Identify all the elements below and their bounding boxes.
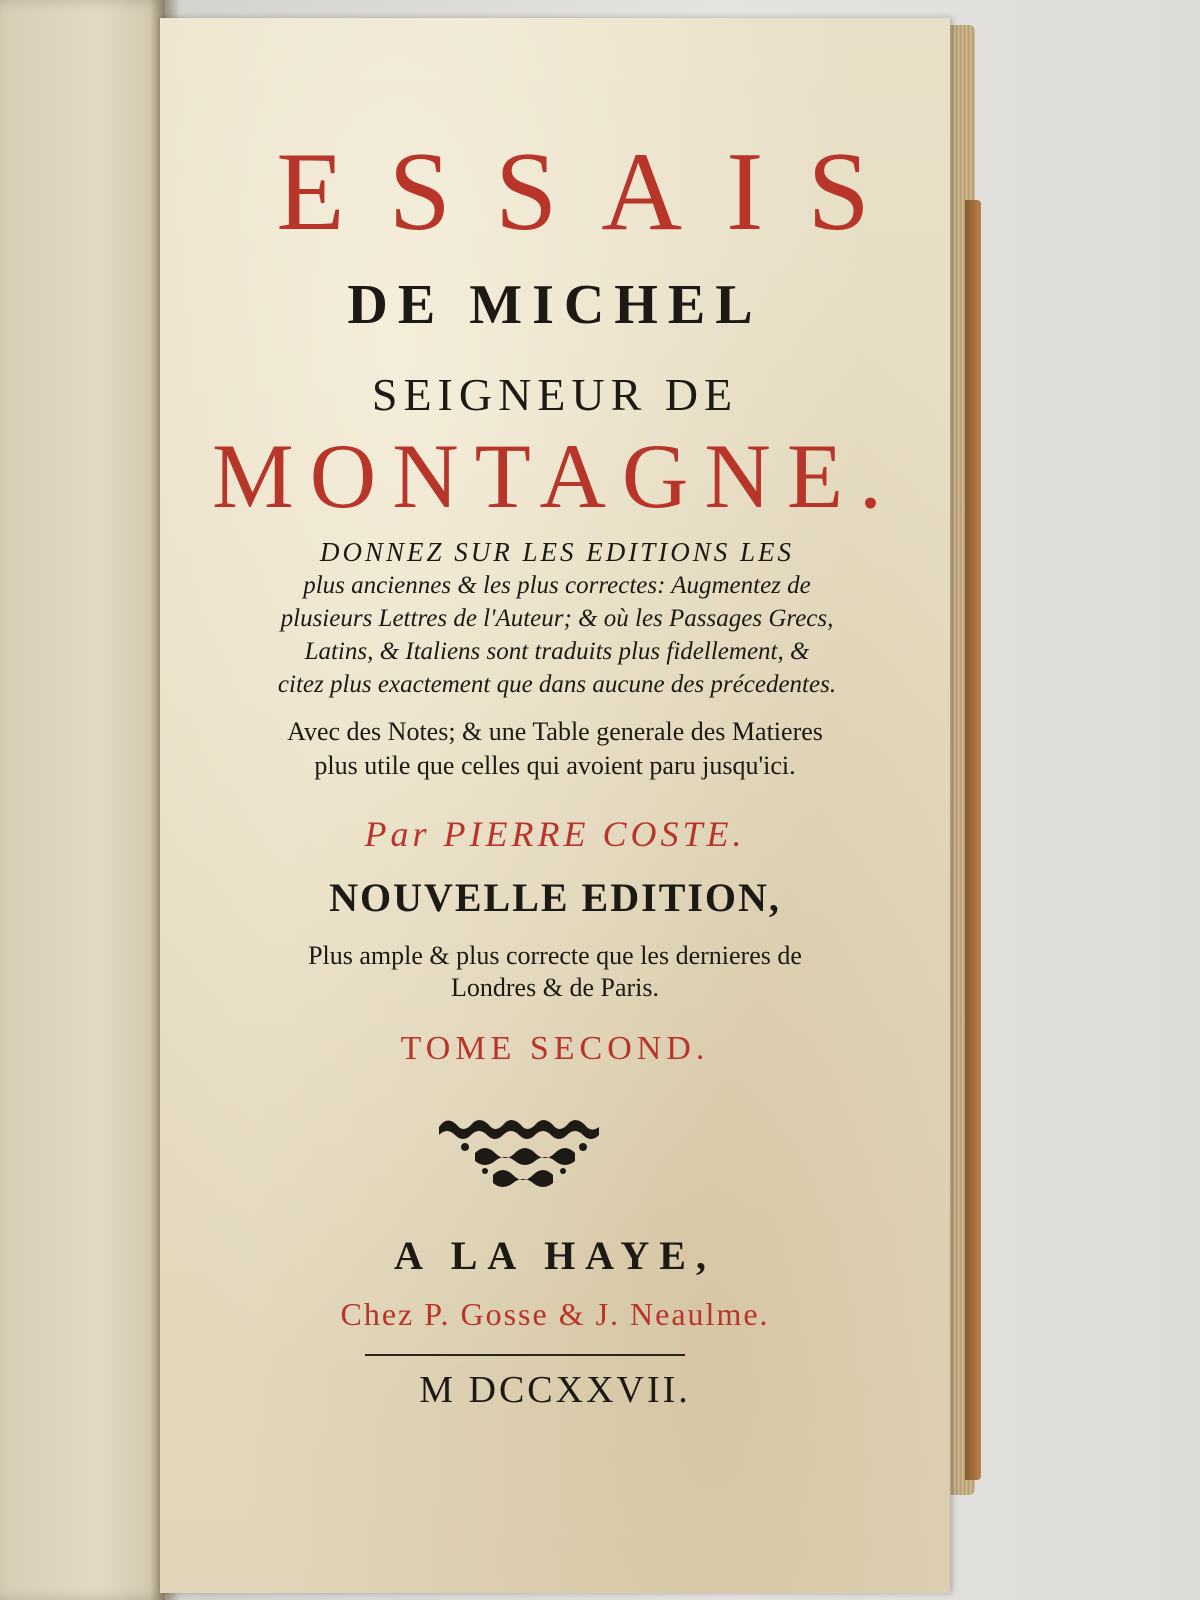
printer-ornament-icon xyxy=(435,1113,613,1191)
notes-line: plus utile que celles qui avoient paru jusqu'ici. xyxy=(314,751,796,780)
description-line: Latins, & Italiens sont traduits plus fidellement, & xyxy=(304,638,810,665)
subtitle-seigneur: SEIGNEUR DE xyxy=(371,369,739,420)
imprint-rule xyxy=(365,1354,685,1356)
description-line: citez plus exactement que dans aucune des précedentes. xyxy=(277,671,837,698)
description-line: DONNEZ SUR LES EDITIONS LES xyxy=(319,537,795,567)
imprint-place: A LA HAYE, xyxy=(394,1233,716,1278)
author-line: Par PIERRE COSTE. xyxy=(364,814,746,854)
subtitle-montagne: MONTAGNE. xyxy=(211,425,899,527)
edition-block xyxy=(160,940,950,1004)
edition-heading: NOUVELLE EDITION, xyxy=(329,875,781,920)
book-title: ESSAIS xyxy=(276,130,914,254)
description-line: plusieurs Lettres de l'Auteur; & où les Passages Grecs, xyxy=(280,605,834,632)
facing-page xyxy=(0,0,165,1600)
subtitle-de-michel: DE MICHEL xyxy=(347,274,763,336)
volume-label: TOME SECOND. xyxy=(400,1030,710,1067)
edition-line: Plus ample & plus correcte que les dernieres de xyxy=(308,941,802,970)
title-page xyxy=(160,18,950,1593)
description-line: plus anciennes & les plus correctes: Augmentez de xyxy=(303,572,811,599)
edition-line: Londres & de Paris. xyxy=(451,973,659,1002)
description-block xyxy=(172,536,942,701)
imprint-publisher: Chez P. Gosse & J. Neaulme. xyxy=(340,1296,770,1332)
notes-line: Avec des Notes; & une Table generale des Matieres xyxy=(287,717,823,746)
imprint-year: M DCCXXVII. xyxy=(419,1369,691,1411)
notes-block xyxy=(160,715,950,783)
binding-edge xyxy=(965,200,981,1480)
